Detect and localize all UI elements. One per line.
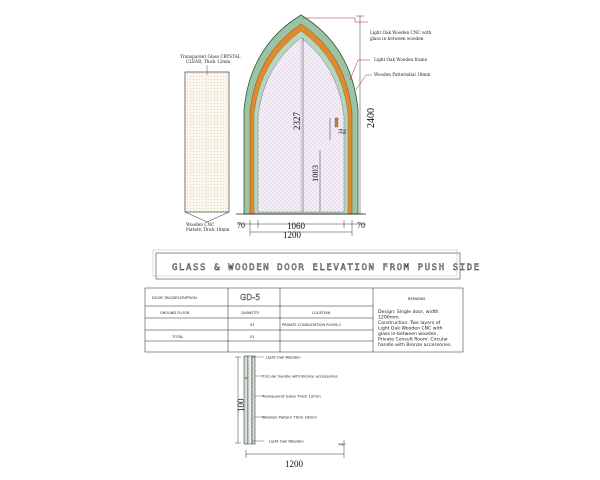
remark-line: handle with Bronze accessories. bbox=[378, 343, 452, 348]
pattern-label-line-2: Pattern Thick 18mm bbox=[186, 227, 230, 232]
callout-oak-cnc-2: glass in between wooden bbox=[370, 36, 424, 41]
glass-label-line-2: CLEAR, Thick 12mm bbox=[186, 59, 231, 64]
remark-line: Construction: Two layers of bbox=[378, 321, 441, 326]
schedule-total-label: TOTAL bbox=[172, 335, 184, 339]
section-callout-3: Transparent Glass Thick 12mm bbox=[262, 393, 321, 399]
dim-side-left: 70 bbox=[237, 221, 245, 230]
callout-oak-frame: Light Oak Wooden frame bbox=[374, 57, 428, 62]
pattern-label-line-1: Wooden CNC bbox=[186, 222, 215, 227]
schedule-remarks-label: REMARKS bbox=[408, 297, 426, 301]
section-callout-1: Light Oak Wooden bbox=[266, 354, 301, 360]
dim-height-total: 2400 bbox=[366, 108, 377, 128]
schedule-ground-floor-label: GROUND FLOOR bbox=[160, 311, 190, 315]
glass-label-line-1: Transparent Glass CRYSTAL bbox=[180, 54, 241, 59]
schedule-location-value: PRIVATE CONSULTATION ROOM-1 bbox=[282, 323, 342, 327]
remark-line: Light Oak Wooden CNC with bbox=[378, 326, 443, 332]
schedule-location-label: LOCATION bbox=[312, 311, 331, 315]
drawing-title: GLASS & WOODEN DOOR ELEVATION FROM PUSH SIDE bbox=[172, 263, 481, 273]
remark-line: 1200mm. bbox=[378, 315, 401, 321]
schedule-quantity-value: 01 bbox=[250, 323, 255, 327]
dim-width-total: 1200 bbox=[283, 230, 301, 240]
section-dim-width: 1200 bbox=[285, 459, 303, 469]
dim-small-upper: 34 bbox=[339, 129, 344, 134]
schedule-door-tag-label: DOOR TAG/DESCRIPTION bbox=[152, 296, 197, 300]
section-dim-small: 2 bbox=[340, 443, 345, 446]
glass-panel-detail bbox=[185, 72, 229, 222]
callout-oak-cnc-1: Light Oak Wooden CNC with bbox=[370, 30, 432, 35]
remark-line: Design: Single door, width bbox=[378, 310, 439, 315]
section-callout-5: Light Oak Wooden bbox=[269, 438, 304, 444]
schedule-remarks bbox=[378, 309, 452, 348]
remark-line: glass in-between wooden. bbox=[378, 332, 438, 337]
section-handle bbox=[245, 377, 247, 379]
door-handle bbox=[335, 118, 338, 127]
schedule-quantity-label: QUANTITY bbox=[241, 311, 260, 315]
dim-height-arch: 2327 bbox=[292, 112, 302, 130]
schedule-door-tag-value: GD-5 bbox=[240, 293, 261, 302]
schedule-total-value: 01 bbox=[250, 335, 255, 339]
section-callout-4: Wooden Pattern Thick 18mm bbox=[262, 414, 317, 420]
section-dim-height: 100 bbox=[236, 398, 246, 412]
remark-line: Private Consult Room: Circular bbox=[378, 337, 449, 343]
dim-height-lower: 1003 bbox=[310, 165, 320, 182]
section-callout-2: Circular handle with Bronze accessories bbox=[262, 373, 338, 379]
dim-width-inner: 1060 bbox=[287, 221, 305, 231]
dim-side-right: 70 bbox=[357, 221, 365, 230]
callout-pattern: Wooden Patterndial 18mm bbox=[374, 72, 431, 77]
dim-small-lower: 82 bbox=[343, 129, 348, 134]
